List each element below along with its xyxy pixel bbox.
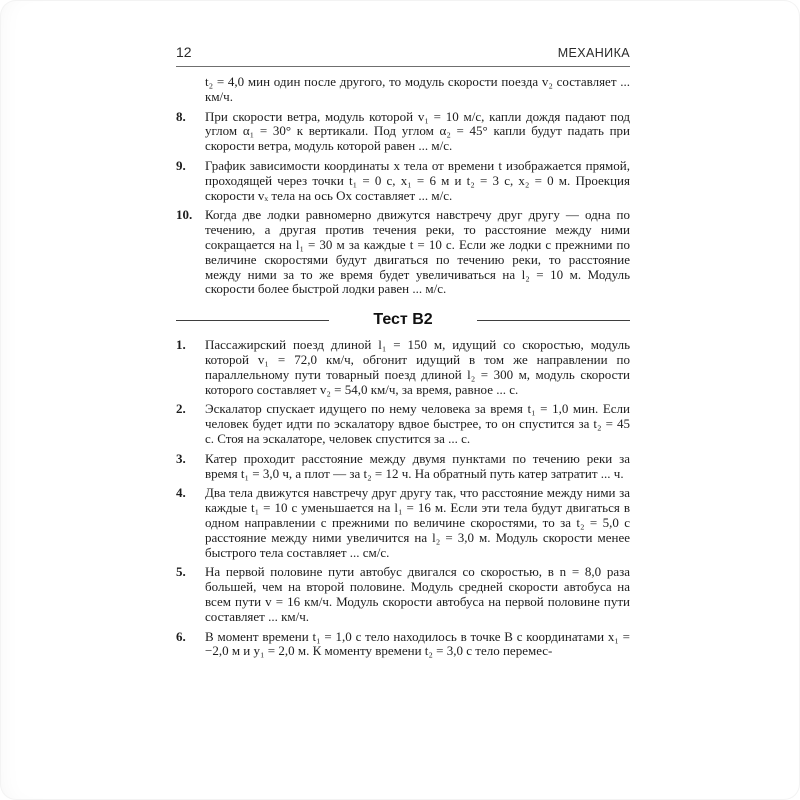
problem-number: 8.: [176, 108, 186, 124]
problem-number: 5.: [176, 564, 186, 580]
problem-text: Пассажирский поезд длиной l₁ = 150 м, идущий со скоростью, модуль которой v₁ = 72,0 км/ч, обгонит идущий в том же направлении по параллельному пути товарный поезд длиной l₂ = 300 м, модуль скорости которого составляет v₂ = 54,0 км/ч, за время, равное ... с.: [205, 337, 630, 397]
problem-number: 1.: [176, 337, 186, 353]
problem-text: В момент времени t₁ = 1,0 с тело находилось в точке B с координатами x₁ = −2,0 м и y₁ = 2,0 м. К моменту времени t₂ = 3,0 с тело перемес-: [205, 628, 630, 659]
problem-10: [176, 208, 630, 297]
running-header: [176, 44, 630, 67]
continuation-paragraph: t₂ = 4,0 мин один после другого, то модуль скорости поезда v₂ составляет ... км/ч.: [205, 74, 630, 104]
problem-text: Катер проходит расстояние между двумя пунктами по течению реки за время t₁ = 3,0 ч, а плот — за t₂ = 12 ч. На обратный путь катер затратит ... ч.: [205, 450, 630, 481]
problem-text: На первой половине пути автобус двигался со скоростью, в n = 8,0 раза большей, чем на второй половине. Модуль средней скорости автобуса на всем пути v = 16 км/ч. Модуль скорости автобуса на первой половине пути составляет ... км/ч.: [205, 564, 630, 624]
problem-text: Когда две лодки равномерно движутся навстречу друг другу — одна по течению, а другая против течения реки, то расстояние между ними сокращается на l₁ = 30 м за каждые t = 10 с. Если же лодки с прежними по величине скоростями будут двигаться по течению реки, то расстояние между ними за то же время будет увеличиваться на l₂ = 10 м. Модуль скорости более быстрой лодки равен ... м/с.: [205, 207, 630, 297]
test-b2-problem-2: [176, 402, 630, 446]
problem-text: График зависимости координаты x тела от времени t изображается прямой, проходящей через точки t₁ = 0 с, x₁ = 6 м и t₂ = 3 с, x₂ = 0 м. Проекция скорости vₓ тела на ось Ox составляет ... м/с.: [205, 157, 630, 203]
page-content: [176, 44, 630, 659]
problem-number: 4.: [176, 485, 186, 501]
test-b2-problem-1: [176, 338, 630, 397]
problem-number: 2.: [176, 401, 186, 417]
section-heading-test-b2: [176, 311, 630, 329]
problem-list-top: [176, 110, 630, 298]
section-title: Тест В2: [373, 311, 433, 329]
heading-rule-right: [477, 320, 630, 321]
test-b2-problem-5: [176, 565, 630, 624]
test-b2-problem-4: [176, 486, 630, 560]
page-number: 12: [176, 44, 192, 60]
problem-list-test-b2: [176, 338, 630, 659]
problem-8: [176, 110, 630, 154]
problem-number: 6.: [176, 628, 186, 644]
problem-text: Два тела движутся навстречу друг другу так, что расстояние между ними за каждые t₁ = 10 с уменьшается на l₁ = 16 м. Если эти тела будут двигаться в одном направлении с прежними по величине скоростями, то за t₂ = 5,0 с расстояние между ними увеличится на l₂ = 3,0 м. Модуль скорости менее быстрого тела составляет ... см/с.: [205, 485, 630, 560]
problem-9: [176, 159, 630, 203]
problem-text: Эскалатор спускает идущего по нему человека за время t₁ = 1,0 мин. Если человек будет идти по эскалатору вдвое быстрее, то он спустится за t₂ = 45 с. Стоя на эскалаторе, человек спустится за ... с.: [205, 401, 630, 446]
problem-number: 9.: [176, 157, 186, 173]
heading-rule-left: [176, 320, 329, 321]
test-b2-problem-3: [176, 452, 630, 482]
running-title: МЕХАНИКА: [557, 46, 630, 60]
problem-number: 3.: [176, 450, 186, 466]
test-b2-problem-6: [176, 630, 630, 660]
problem-text: При скорости ветра, модуль которой v₁ = 10 м/с, капли дождя падают под углом α₁ = 30° к вертикали. Под углом α₂ = 45° капли будут падать при скорости ветра, модуль которой равен ... м/с.: [205, 108, 630, 154]
problem-number: 10.: [176, 207, 193, 223]
